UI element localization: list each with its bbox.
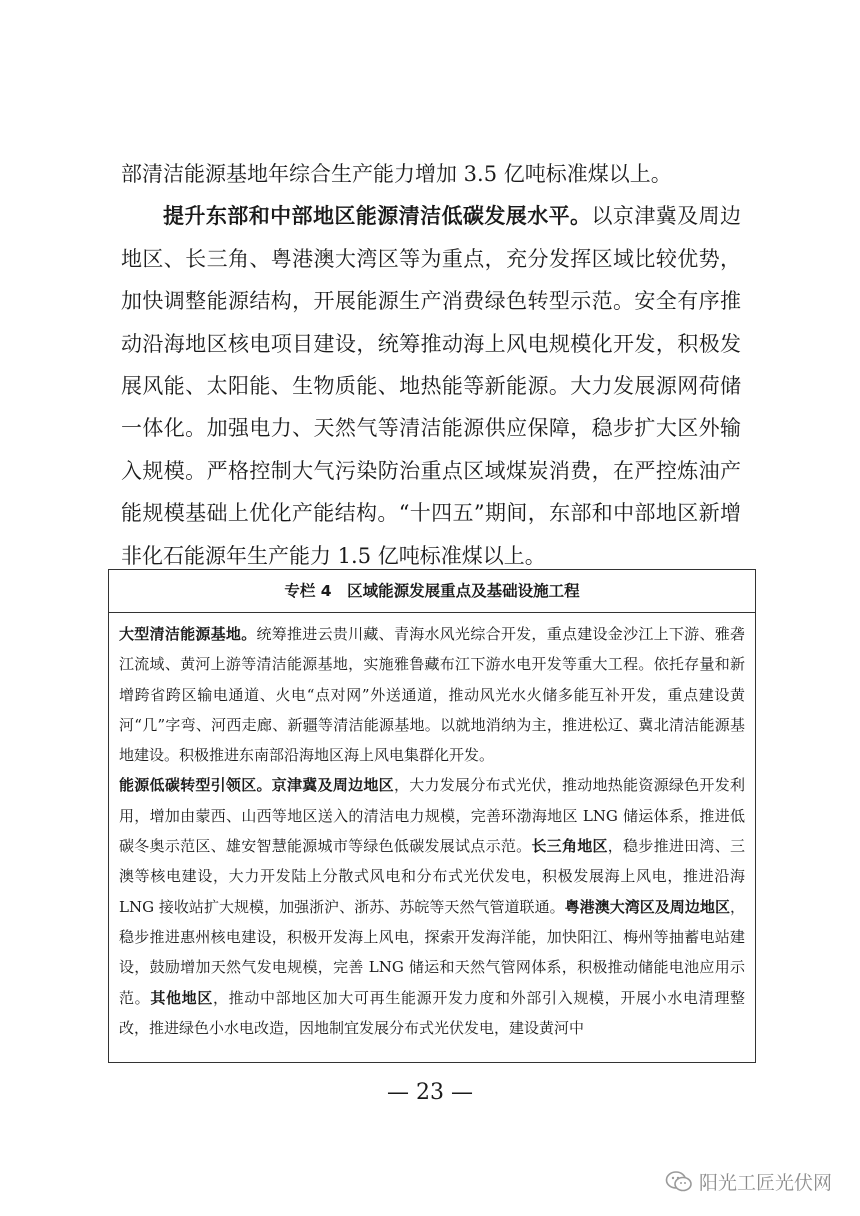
box-body xyxy=(109,613,755,1043)
box-subheading: 长三角地区 xyxy=(531,837,608,856)
feature-box xyxy=(108,569,756,1063)
box-text: ，大力发展分布式光伏，推动地热能资源绿色开发利用，增加由蒙西、山西等地区送入的清洁电力规模，完善环渤海地区 LNG 储运体系，推进低碳冬奥示范区、雄安智慧能源城市等绿色低碳发展试点示范。 xyxy=(119,776,745,856)
box-text: ，推动中部地区加大可再生能源开发力度和外部引入规模，开展小水电清理整改，推进绿色小水电改造，因地制宜发展分布式光伏发电，建设黄河中 xyxy=(119,988,745,1037)
body-text xyxy=(121,153,741,577)
paragraph-text: 部清洁能源基地年综合生产能力增加 3.5 亿吨标准煤以上。 xyxy=(121,162,672,186)
box-text: ，稳步推进惠州核电建设，积极开发海上风电，探索开发海洋能，加快阳江、梅州等抽蓄电站建设，鼓励增加天然气发电规模，完善 LNG 储运和天然气管网体系，积极推动储能电池应用示范。 xyxy=(119,897,745,1007)
paragraph-continuation xyxy=(121,153,741,195)
page-number: — 23 — xyxy=(387,1080,473,1105)
box-subheading: 其他地区 xyxy=(150,988,214,1007)
paragraph-text: 以京津冀及周边地区、长三角、粤港澳大湾区等为重点，充分发挥区域比较优势，加快调整能源结构，开展能源生产消费绿色转型示范。安全有序推动沿海地区核电项目建设，统筹推动海上风电规模化开发，积极发展风能、太阳能、生物质能、地热能等新能源。大力发展源网荷储一体化。加强电力、天然气等清洁能源供应保障，稳步扩大区外输入规模。严格控制大气污染防治重点区域煤炭消费，在严控炼油产能规模基础上优化产能结构。“十四五”期间，东部和中部地区新增非化石能源年生产能力 1.5 亿吨标准煤以上。 xyxy=(121,204,742,568)
box-heading: 能源低碳转型引领区。 xyxy=(119,776,272,795)
box-paragraph-lowcarbon xyxy=(119,770,745,1043)
box-text: 统筹推进云贵川藏、青海水风光综合开发，重点建设金沙江上下游、雅砻江流域、黄河上游等清洁能源基地，实施雅鲁藏布江下游水电开发等重大工程。依托存量和新增跨省跨区输电通道、火电“点对网”外送通道，推动风光水火储多能互补开发，重点建设黄河“几”字弯、河西走廊、新疆等清洁能源基地。以就地消纳为主，推进松辽、冀北清洁能源基地建设。积极推进东南部沿海地区海上风电集群化开发。 xyxy=(119,625,745,765)
box-paragraph-bases xyxy=(119,619,745,770)
watermark xyxy=(665,1168,832,1195)
paragraph-heading: 提升东部和中部地区能源清洁低碳发展水平。 xyxy=(163,203,592,229)
watermark-text: 阳光工匠光伏网 xyxy=(698,1172,832,1194)
paragraph-east-central xyxy=(121,195,741,577)
box-heading: 大型清洁能源基地。 xyxy=(119,625,257,643)
box-text: ，稳步推进田湾、三澳等核电建设，大力开发陆上分散式风电和分布式光伏发电，积极发展海上风电，推进沿海 LNG 接收站扩大规模，加强浙沪、浙苏、苏皖等天然气管道联通。 xyxy=(119,837,745,916)
box-subheading: 粤港澳大湾区及周边地区 xyxy=(564,897,730,916)
wechat-icon xyxy=(665,1170,693,1194)
box-title: 专栏 4 区域能源发展重点及基础设施工程 xyxy=(109,570,755,613)
box-subheading: 京津冀及周边地区 xyxy=(271,776,394,795)
